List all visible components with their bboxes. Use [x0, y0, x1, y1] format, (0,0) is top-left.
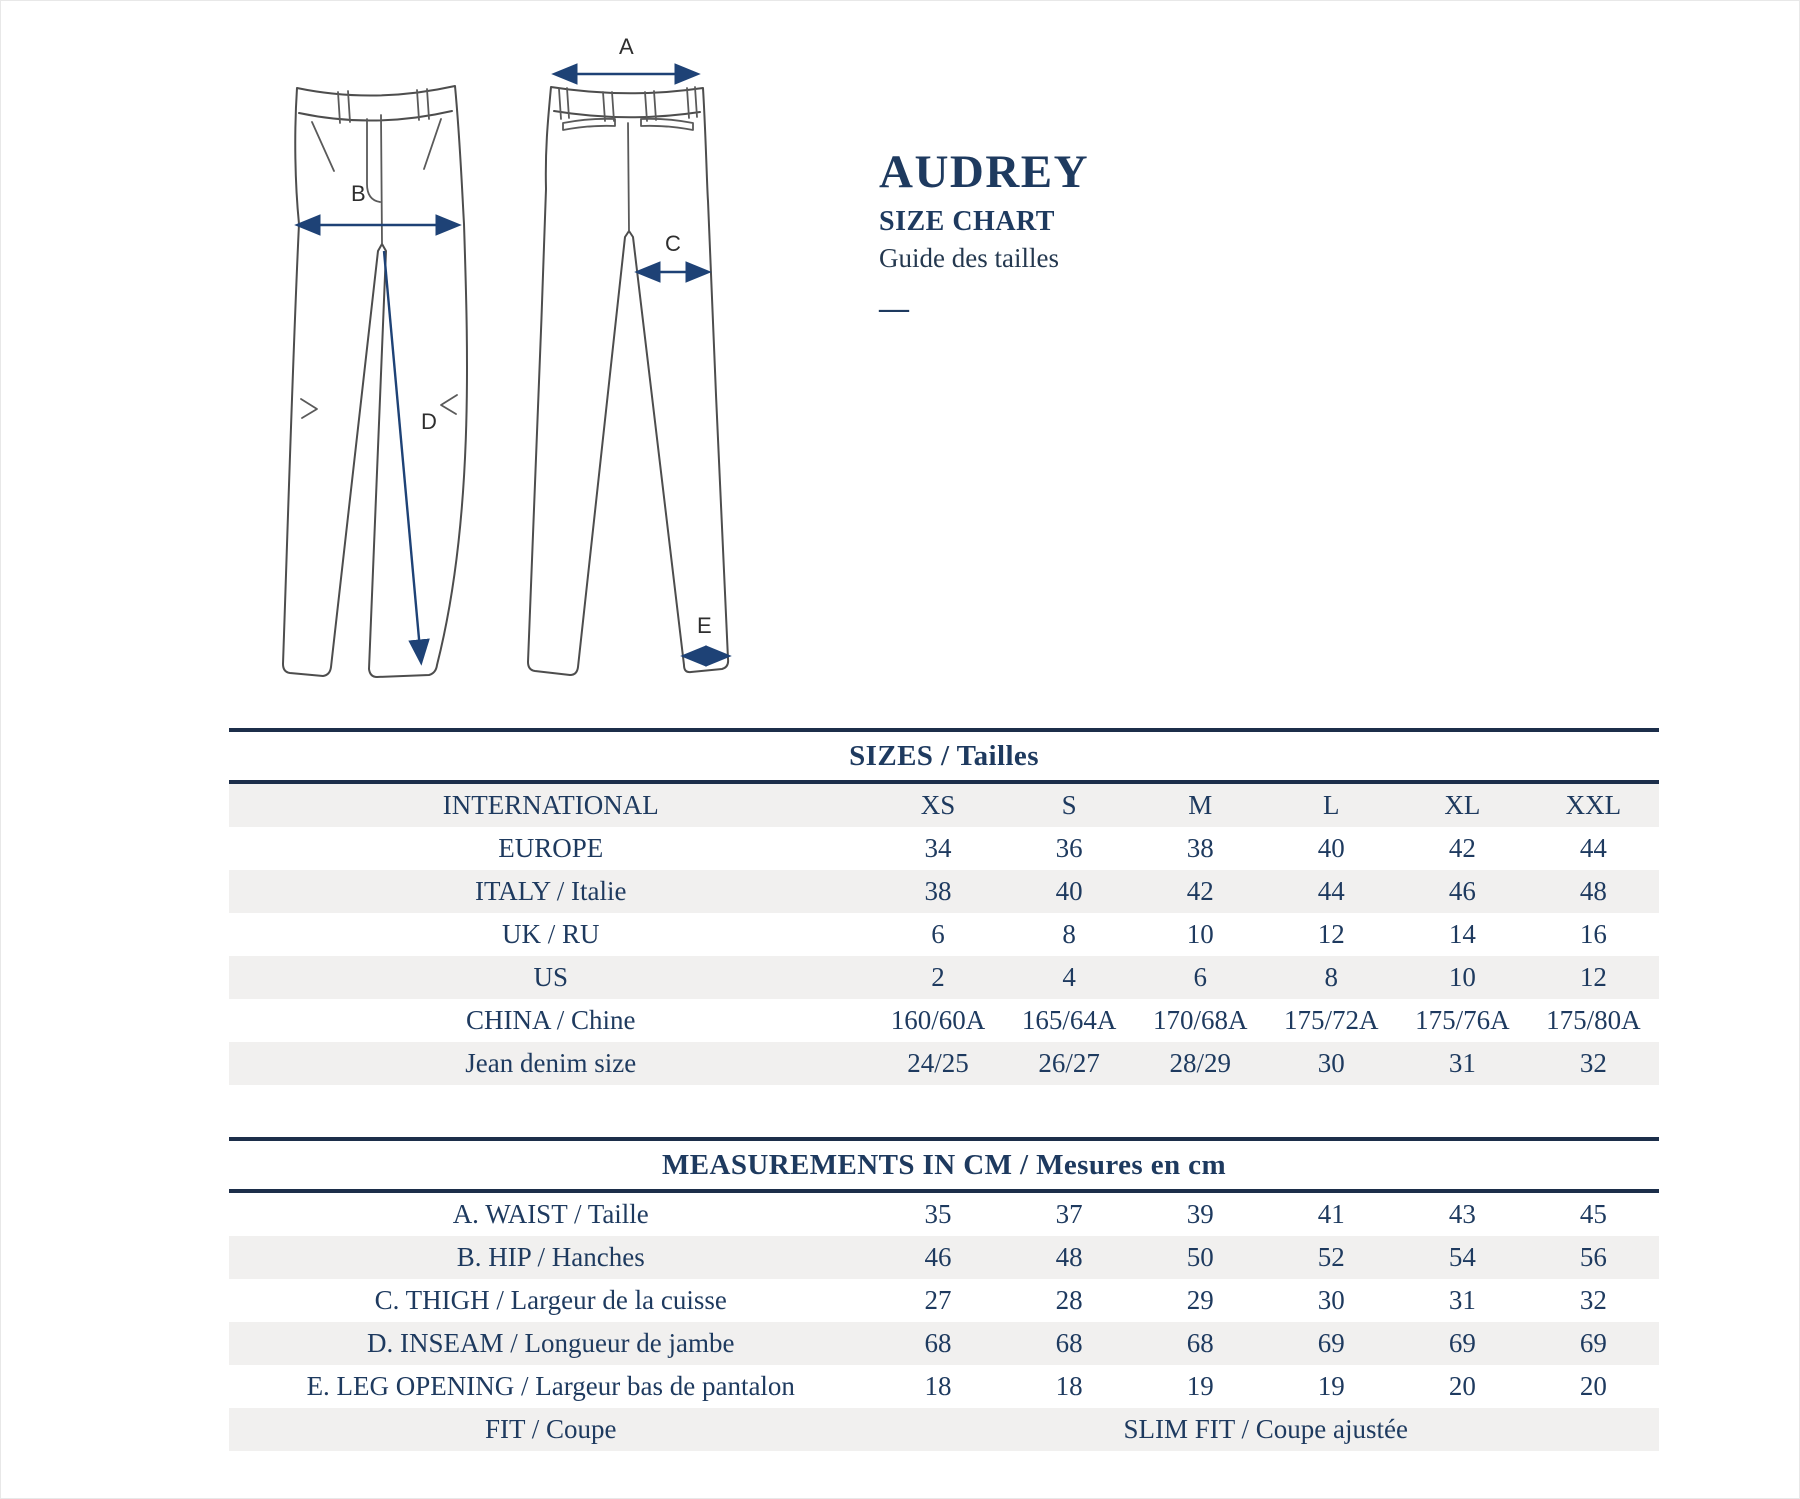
row-span-value: SLIM FIT / Coupe ajustée	[1123, 1414, 1408, 1444]
measurements-table	[229, 1137, 1659, 1451]
cell-value: 68	[924, 1328, 952, 1358]
cell-value: 32	[1579, 1285, 1607, 1315]
pants-back-view	[528, 34, 728, 675]
row-label: INTERNATIONAL	[442, 790, 659, 820]
row-label: B. HIP / Hanches	[456, 1242, 645, 1272]
cell-value: XS	[920, 790, 956, 820]
cell-value: L	[1323, 790, 1340, 820]
cell-value: 18	[1055, 1371, 1083, 1401]
sizes-table	[229, 728, 1659, 1085]
row-label: UK / RU	[501, 919, 600, 949]
cell-value: 43	[1448, 1199, 1476, 1229]
cell-value: 175/80A	[1546, 1005, 1641, 1035]
cell-value: 36	[1055, 833, 1083, 863]
pants-measurement-diagram	[241, 19, 761, 691]
cell-value: 42	[1448, 833, 1476, 863]
table-row	[229, 870, 1659, 913]
cell-value: 69	[1317, 1328, 1345, 1358]
cell-value: 37	[1055, 1199, 1083, 1229]
cell-value: 46	[924, 1242, 952, 1272]
row-label: D. INSEAM / Longueur de jambe	[367, 1328, 735, 1358]
product-title: AUDREY	[879, 146, 1090, 198]
cell-value: 50	[1186, 1242, 1214, 1272]
table-row	[229, 1365, 1659, 1408]
cell-value: 48	[1579, 876, 1607, 906]
cell-value: 31	[1448, 1048, 1476, 1078]
cell-value: S	[1061, 790, 1077, 820]
cell-value: 35	[924, 1199, 952, 1229]
cell-value: 32	[1579, 1048, 1607, 1078]
row-label: Jean denim size	[465, 1048, 637, 1078]
cell-value: 19	[1186, 1371, 1214, 1401]
cell-value: 41	[1317, 1199, 1345, 1229]
cell-value: 38	[1186, 833, 1214, 863]
measurements-table-title: MEASUREMENTS IN CM / Mesures en cm	[661, 1148, 1227, 1181]
cell-value: 12	[1317, 919, 1345, 949]
cell-value: 14	[1448, 919, 1476, 949]
cell-value: 28/29	[1169, 1048, 1231, 1078]
cell-value: 19	[1317, 1371, 1345, 1401]
cell-value: 30	[1317, 1048, 1345, 1078]
cell-value: 68	[1186, 1328, 1214, 1358]
cell-value: 34	[924, 833, 952, 863]
size-chart-heading-fr: Guide des tailles	[879, 243, 1059, 273]
measurements-table-rows	[229, 1193, 1659, 1451]
table-row	[229, 784, 1659, 827]
table-row	[229, 956, 1659, 999]
row-label: C. THIGH / Largeur de la cuisse	[374, 1285, 727, 1315]
cell-value: 31	[1448, 1285, 1476, 1315]
row-label: US	[533, 962, 568, 992]
cell-value: 175/76A	[1415, 1005, 1510, 1035]
cell-value: 165/64A	[1021, 1005, 1117, 1035]
table-row	[229, 1408, 1659, 1451]
cell-value: 44	[1579, 833, 1607, 863]
row-label: E. LEG OPENING / Largeur bas de pantalon	[306, 1371, 795, 1401]
cell-value: 56	[1579, 1242, 1607, 1272]
row-label: A. WAIST / Taille	[452, 1199, 649, 1229]
cell-value: 24/25	[907, 1048, 969, 1078]
measure-label-a: A	[619, 34, 634, 59]
cell-value: 30	[1317, 1285, 1345, 1315]
cell-value: 160/60A	[890, 1005, 986, 1035]
cell-value: 48	[1055, 1242, 1083, 1272]
row-label: EUROPE	[498, 833, 604, 863]
cell-value: 42	[1186, 876, 1214, 906]
cell-value: 40	[1317, 833, 1345, 863]
cell-value: 27	[924, 1285, 952, 1315]
row-label: FIT / Coupe	[484, 1414, 617, 1444]
table-row	[229, 1279, 1659, 1322]
cell-value: 6	[1193, 962, 1207, 992]
row-label: ITALY / Italie	[474, 876, 627, 906]
table-row	[229, 1322, 1659, 1365]
measure-label-b: B	[351, 181, 366, 206]
cell-value: 52	[1317, 1242, 1345, 1272]
cell-value: 38	[924, 876, 952, 906]
cell-value: 10	[1448, 962, 1476, 992]
measure-label-c: C	[665, 231, 681, 256]
row-label: CHINA / Chine	[465, 1005, 636, 1035]
measure-label-e: E	[697, 613, 712, 638]
cell-value: 175/72A	[1284, 1005, 1379, 1035]
chevron-left-mark	[441, 395, 457, 414]
measure-label-d: D	[421, 409, 437, 434]
cell-value: 39	[1186, 1199, 1214, 1229]
cell-value: 28	[1055, 1285, 1083, 1315]
pants-front-view	[283, 86, 467, 677]
cell-value: 46	[1448, 876, 1476, 906]
size-chart-heading: SIZE CHART	[879, 206, 1055, 237]
cell-value: 4	[1062, 962, 1076, 992]
cell-value: 68	[1055, 1328, 1083, 1358]
cell-value: 16	[1579, 919, 1607, 949]
table-row	[229, 827, 1659, 870]
cell-value: 69	[1579, 1328, 1607, 1358]
cell-value: 54	[1448, 1242, 1476, 1272]
decorative-dash: —	[879, 292, 909, 326]
sizes-table-title: SIZES / Tailles	[849, 739, 1039, 772]
table-row	[229, 1193, 1659, 1236]
cell-value: 69	[1448, 1328, 1476, 1358]
cell-value: 44	[1317, 876, 1345, 906]
table-row	[229, 999, 1659, 1042]
cell-value: 6	[931, 919, 945, 949]
cell-value: 18	[924, 1371, 952, 1401]
cell-value: 20	[1579, 1371, 1607, 1401]
sizes-table-rows	[229, 784, 1659, 1085]
cell-value: 40	[1055, 876, 1083, 906]
cell-value: M	[1188, 790, 1213, 820]
cell-value: 2	[931, 962, 945, 992]
cell-value: 20	[1448, 1371, 1476, 1401]
cell-value: 26/27	[1038, 1048, 1100, 1078]
cell-value: XL	[1444, 790, 1481, 820]
table-row	[229, 913, 1659, 956]
table-row	[229, 1236, 1659, 1279]
cell-value: XXL	[1565, 790, 1622, 820]
cell-value: 8	[1062, 919, 1076, 949]
cell-value: 10	[1186, 919, 1214, 949]
table-row	[229, 1042, 1659, 1085]
cell-value: 170/68A	[1152, 1005, 1248, 1035]
cell-value: 12	[1579, 962, 1607, 992]
cell-value: 29	[1186, 1285, 1214, 1315]
cell-value: 8	[1324, 962, 1339, 992]
cell-value: 45	[1579, 1199, 1607, 1229]
chevron-right-mark	[301, 399, 317, 418]
title-block	[879, 146, 1090, 326]
